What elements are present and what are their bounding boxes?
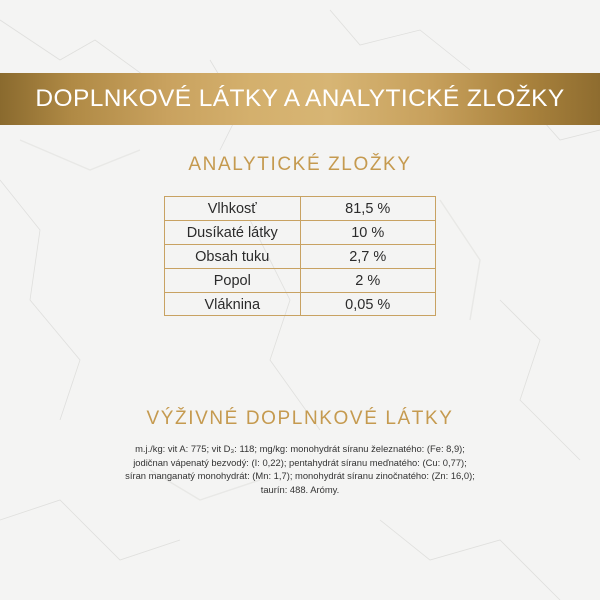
- nutrition-line: taurín: 488. Arómy.: [260, 483, 340, 495]
- table-row: [165, 221, 435, 245]
- header-banner: [0, 73, 600, 125]
- nutrition-line: m.j./kg: vit A: 775; vit D₃: 118; mg/kg: monohydrát síranu železnatého: (Fe: 8,9);: [135, 443, 465, 454]
- table-row: [165, 293, 435, 317]
- table-cell-label: Dusíkaté látky: [165, 221, 300, 245]
- table-cell-label: Vláknina: [165, 293, 300, 317]
- table-cell-value: 10 %: [300, 221, 435, 245]
- banner-title: DOPLNKOVÉ LÁTKY A ANALYTICKÉ ZLOŽKY: [35, 85, 565, 112]
- table-cell-label: Obsah tuku: [165, 245, 300, 269]
- table-row: [165, 269, 435, 293]
- analytic-table: [164, 196, 436, 316]
- table-cell-value: 2 %: [300, 269, 435, 293]
- nutrition-line: jodičnan vápenatý bezvodý: (I: 0,22); pentahydrát síranu meďnatého: (Cu: 0,77);: [133, 456, 467, 468]
- table-cell-value: 81,5 %: [300, 197, 435, 221]
- nutrition-line: síran manganatý monohydrát: (Mn: 1,7); monohydrát síranu zinočnatého: (Zn: 16,0);: [125, 470, 475, 481]
- table-cell-label: Popol: [165, 269, 300, 293]
- analytic-section-title: ANALYTICKÉ ZLOŽKY: [188, 154, 412, 175]
- table-row: [165, 197, 435, 221]
- table-cell-value: 0,05 %: [300, 293, 435, 317]
- table-cell-value: 2,7 %: [300, 245, 435, 269]
- table-row: [165, 245, 435, 269]
- nutrition-text: [60, 442, 540, 496]
- nutrition-section-title: VÝŽIVNÉ DOPLNKOVÉ LÁTKY: [146, 408, 454, 429]
- table-cell-label: Vlhkosť: [165, 197, 300, 221]
